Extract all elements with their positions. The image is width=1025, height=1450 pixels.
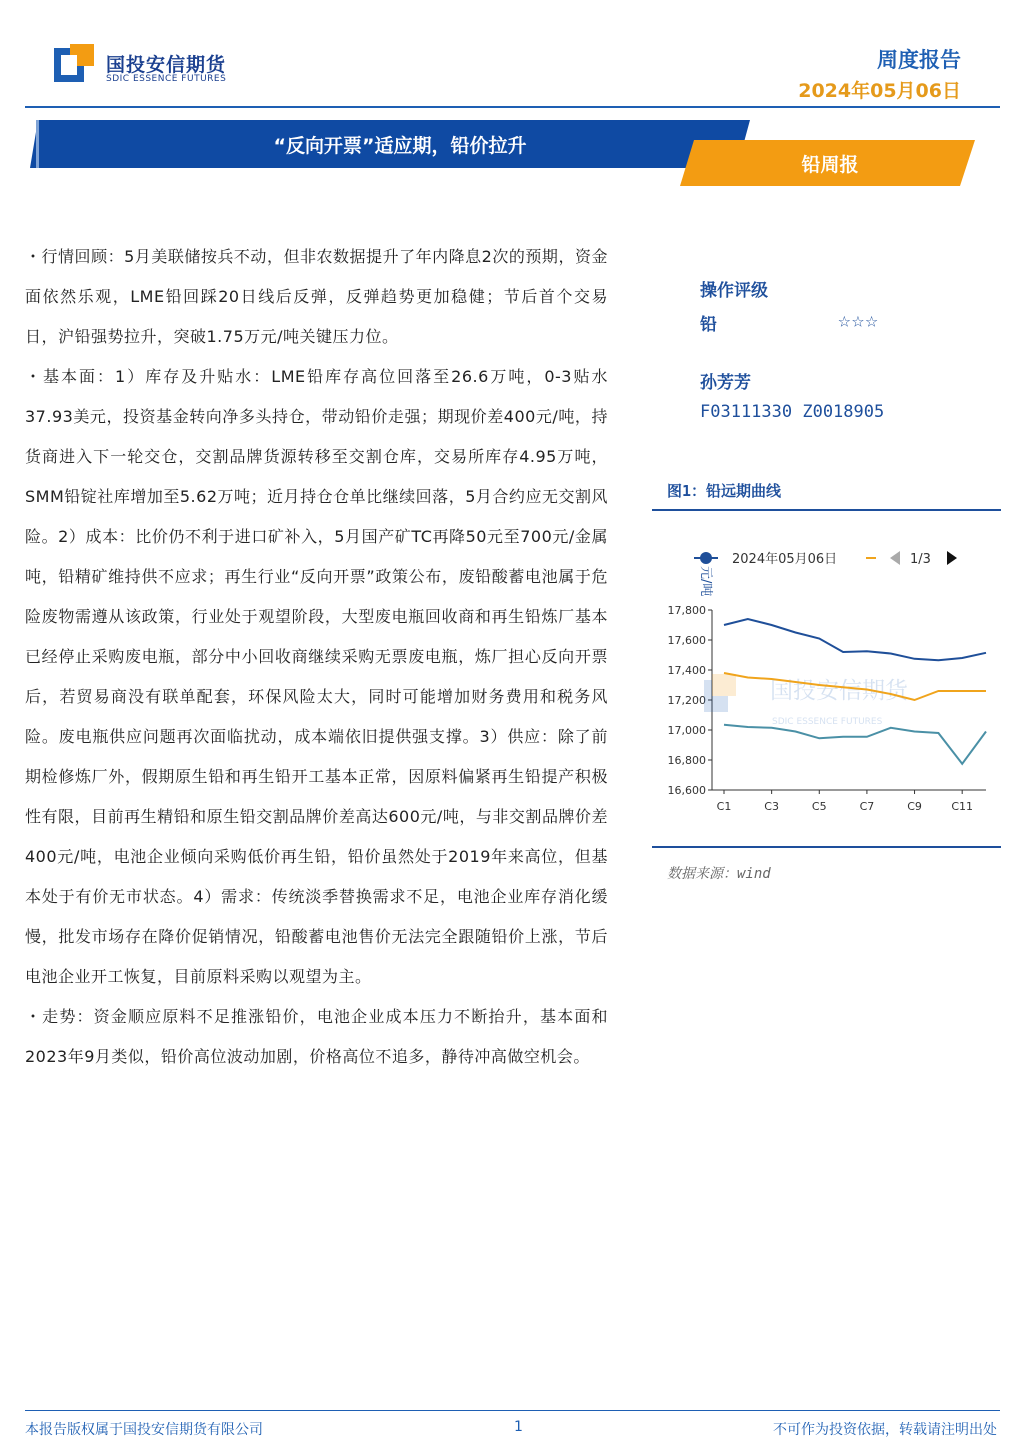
legend-date: 2024年05月06日: [732, 552, 838, 567]
legend-prev-arrow-icon[interactable]: [890, 551, 900, 565]
page-number: 1: [514, 1419, 523, 1435]
company-logo-english: SDIC ESSENCE FUTURES: [106, 74, 227, 84]
watermark-logo-accent-icon: [712, 674, 736, 696]
y-tick-label: 17,600: [667, 634, 706, 647]
x-tick-label: C1: [716, 800, 732, 813]
company-logo-name: 国投安信期货: [106, 54, 227, 76]
legend-next-arrow-icon[interactable]: [947, 551, 957, 565]
series-line-dark-blue: [724, 619, 986, 660]
series-line-teal: [724, 725, 986, 764]
watermark-english: SDIC ESSENCE FUTURES: [772, 717, 883, 727]
company-logo-mark: [52, 42, 98, 86]
y-tick-label: 17,800: [667, 604, 706, 617]
legend-pager: 1/3: [910, 552, 931, 567]
x-tick-label: C7: [859, 800, 875, 813]
footer-divider: [25, 1410, 1000, 1411]
fundamentals-paragraph: ・基本面：1）库存及升贴水：LME铅库存高位回落至26.6万吨，0-3贴水37.93美元，投资基金转向净多头持仓，带动铅价走强；期现价差400元/吨，持货商进入下一轮交仓，交割品牌货源转移至交割仓库，交易所库存4.95万吨，SMM铅锭社库增加至5.62万吨；近月持仓仓单比继续回落，5月合约应无交割风险。2）成本：比价仍不利于进口矿补入，5月国产矿TC再降50元至700元/金属吨，铅精矿维持供不应求；再生行业“反向开票”政策公布，废铅酸蓄电池属于危险废物需遵从该政策，行业处于观望阶段，大型废电瓶回收商和再生铅炼厂基本已经停止采购废电瓶，部分中小回收商继续采购无票废电瓶，炼厂担心反向开票后，若贸易商没有联单配套，环保风险太大，同时可能增加财务费用和税务风险。废电瓶供应问题再次面临扰动，成本端依旧提供强支撑。3）供应：除了前期检修炼厂外，假期原生铅和再生铅开工基本正常，因原料偏紧再生铅提产积极性有限，目前再生精铅和原生铅交割品牌价差高达600元/吨，与非交割品牌价差400元/吨，电池企业倾向采购低价再生铅，铅价虽然处于2019年来高位，但基本处于有价无市状态。4）需求：传统淡季替换需求不足，电池企业库存消化缓慢，批发市场存在降价促销情况，铅酸蓄电池售价无法完全跟随铅价上涨，节后电池企业开工恢复，目前原料采购以观望为主。: [25, 367, 608, 986]
y-tick-label: 16,800: [667, 754, 706, 767]
y-tick-label: 16,600: [667, 784, 706, 797]
rating-heading: 操作评级: [700, 281, 768, 301]
report-body: [25, 237, 608, 1077]
y-tick-label: 17,000: [667, 724, 706, 737]
x-tick-label: C11: [951, 800, 974, 813]
report-type: 周度报告: [877, 48, 961, 72]
chart-watermark: [704, 674, 910, 727]
data-source-note: 数据来源：wind: [667, 866, 771, 882]
x-tick-label: C9: [907, 800, 922, 813]
x-tick-label: C5: [811, 800, 827, 813]
report-category-tag: 铅周报: [801, 154, 859, 176]
y-tick-label: 17,400: [667, 664, 706, 677]
figure-top-rule: [652, 509, 1001, 511]
legend-marker-dark: [700, 552, 712, 564]
rating-commodity-label: 铅: [700, 315, 717, 335]
figure-title: 图1：铅远期曲线: [667, 482, 782, 500]
rating-stars: ☆☆☆: [838, 308, 879, 332]
footer-copyright: 本报告版权属于国投安信期货有限公司: [25, 1422, 263, 1438]
report-date: 2024年05月06日: [798, 80, 961, 102]
footer-disclaimer: 不可作为投资依据，转载请注明出处: [773, 1422, 997, 1438]
x-tick-label: C3: [764, 800, 779, 813]
y-axis-unit: 元/吨: [698, 566, 713, 597]
analyst-name: 孙芳芳: [700, 373, 751, 393]
forward-curve-chart: [652, 530, 1001, 830]
report-title: “反向开票”适应期，铅价拉升: [273, 135, 527, 157]
outlook-paragraph: ・走势：资金顺应原料不足推涨铅价，电池企业成本压力不断抬升，基本面和2023年9月类似，铅价高位波动加剧，价格高位不追多，静待冲高做空机会。: [25, 1007, 608, 1066]
figure-bottom-rule: [652, 846, 1001, 848]
analyst-license-ids: F03111330 Z0018905: [700, 402, 885, 422]
watermark-name: 国投安信期货: [770, 678, 908, 704]
banner-left-accent: [36, 120, 39, 168]
y-tick-label: 17,200: [667, 694, 706, 707]
header-divider: [25, 106, 1000, 108]
market-review-paragraph: ・行情回顾：5月美联储按兵不动，但非农数据提升了年内降息2次的预期，资金面依然乐观，LME铅回踩20日线后反弹，反弹趋势更加稳健；节后首个交易日，沪铅强势拉升，突破1.75万元/吨关键压力位。: [25, 247, 608, 346]
